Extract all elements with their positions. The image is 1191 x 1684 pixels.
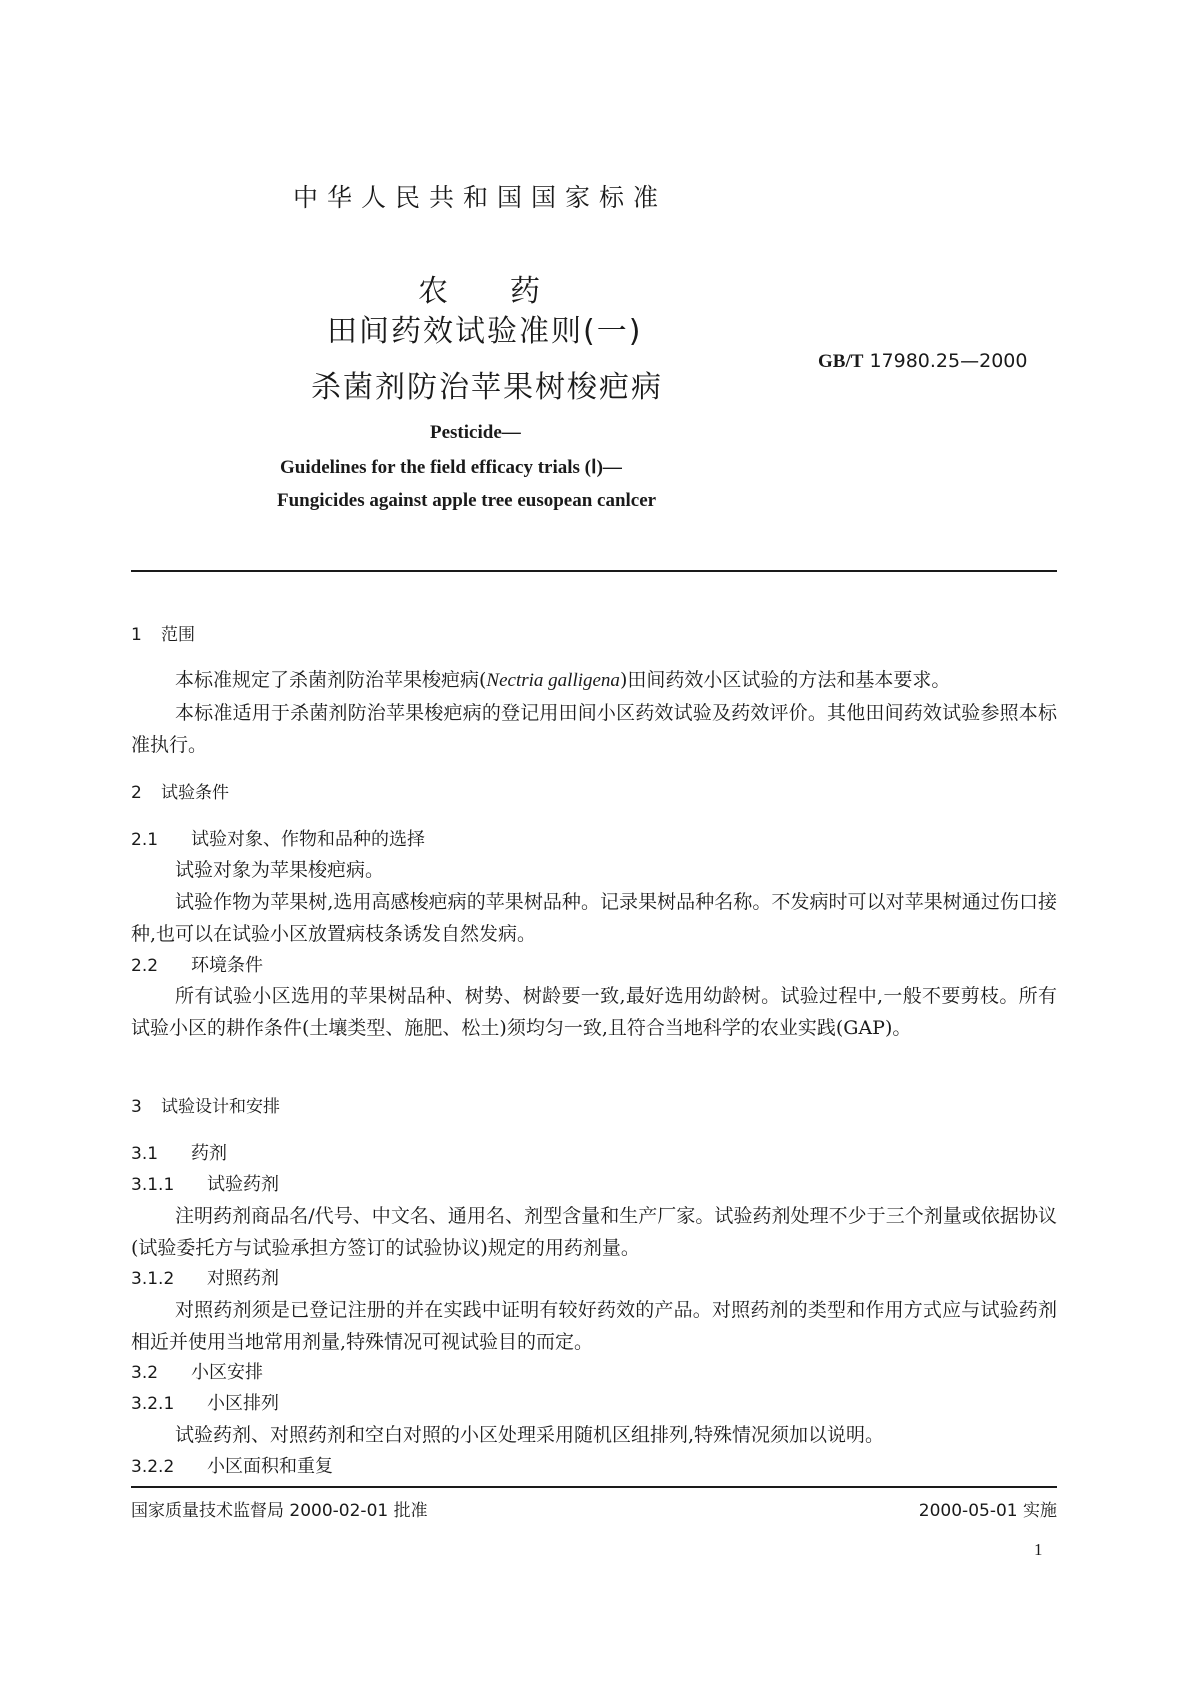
subsection-3-2-heading bbox=[131, 1358, 263, 1384]
subsection-3-2-2-heading bbox=[131, 1452, 333, 1478]
subsection-3-1-1-heading bbox=[131, 1170, 279, 1196]
subsection-2-2-heading bbox=[131, 951, 263, 977]
footer-divider bbox=[131, 1486, 1057, 1488]
subsection-title: 小区排列 bbox=[207, 1393, 279, 1414]
section-1-paragraph-1 bbox=[131, 664, 1057, 697]
subsection-title: 对照药剂 bbox=[207, 1268, 279, 1289]
subsection-number: 3.1.2 bbox=[131, 1269, 175, 1289]
title-char-2: 药 bbox=[510, 274, 540, 309]
title-line-1 bbox=[418, 266, 540, 310]
title-char-1: 农 bbox=[418, 274, 448, 309]
subsection-3-2-1-paragraph: 试验药剂、对照药剂和空白对照的小区处理采用随机区组排列,特殊情况须加以说明。 bbox=[175, 1424, 885, 1446]
latin-species-name: Nectria galligena bbox=[486, 670, 620, 691]
section-number: 2 bbox=[131, 783, 142, 803]
english-title-line-1: Pesticide— bbox=[430, 422, 521, 443]
paragraph-text: )田间药效小区试验的方法和基本要求。 bbox=[619, 669, 951, 691]
subsection-number: 3.1.1 bbox=[131, 1175, 175, 1195]
subsection-2-1-paragraph-1: 试验对象为苹果梭疤病。 bbox=[175, 859, 385, 881]
subsection-number: 3.2.1 bbox=[131, 1394, 175, 1414]
subsection-2-1-heading bbox=[131, 825, 425, 851]
section-title: 试验条件 bbox=[161, 783, 229, 803]
title-line-2: 田间药效试验准则(一) bbox=[327, 314, 643, 349]
subsection-number: 3.2 bbox=[131, 1363, 159, 1383]
subsection-3-2-1-heading bbox=[131, 1389, 279, 1415]
standard-type-heading: 中华人民共和国国家标准 bbox=[293, 183, 668, 212]
subsection-3-1-heading bbox=[131, 1139, 227, 1165]
page-number: 1 bbox=[1034, 1540, 1043, 1559]
implementation-date: 2000-05-01 实施 bbox=[918, 1501, 1057, 1521]
standard-code-prefix: GB/T bbox=[818, 351, 864, 372]
subsection-title: 试验药剂 bbox=[207, 1174, 279, 1195]
subsection-title: 环境条件 bbox=[191, 955, 263, 976]
subsection-3-1-2-paragraph: 对照药剂须是已登记注册的并在实践中证明有较好药效的产品。对照药剂的类型和作用方式应与试验药剂相近并使用当地常用剂量,特殊情况可视试验目的而定。 bbox=[131, 1299, 1057, 1353]
subsection-3-1-1-paragraph: 注明药剂商品名/代号、中文名、通用名、剂型含量和生产厂家。试验药剂处理不少于三个剂量或依据协议(试验委托方与试验承担方签订的试验协议)规定的用药剂量。 bbox=[131, 1205, 1057, 1259]
title-line-3: 杀菌剂防治苹果树梭疤病 bbox=[311, 370, 663, 405]
section-1-heading bbox=[131, 620, 195, 645]
subsection-2-1-paragraph-2: 试验作物为苹果树,选用高感梭疤病的苹果树品种。记录果树品种名称。不发病时可以对苹果树通过伤口接种,也可以在试验小区放置病枝条诱发自然发病。 bbox=[131, 891, 1057, 945]
section-number: 1 bbox=[131, 625, 142, 645]
section-2-heading bbox=[131, 778, 229, 803]
subsection-2-2-paragraph-1: 所有试验小区选用的苹果树品种、树势、树龄要一致,最好选用幼龄树。试验过程中,一般不要剪枝。所有试验小区的耕作条件(土壤类型、施肥、松土)须均匀一致,且符合当地科学的农业实践(GAP)。 bbox=[131, 985, 1057, 1039]
subsection-title: 试验对象、作物和品种的选择 bbox=[191, 829, 425, 850]
section-3-heading bbox=[131, 1092, 280, 1117]
subsection-number: 3.2.2 bbox=[131, 1457, 175, 1477]
subsection-title: 药剂 bbox=[191, 1143, 227, 1164]
standard-code bbox=[818, 350, 1027, 373]
english-title-line-3: Fungicides against apple tree eusopean canlcer bbox=[277, 490, 657, 511]
standard-code-number: 17980.25—2000 bbox=[869, 350, 1028, 372]
subsection-title: 小区安排 bbox=[191, 1362, 263, 1383]
section-title: 试验设计和安排 bbox=[161, 1097, 280, 1117]
subsection-number: 3.1 bbox=[131, 1144, 159, 1164]
paragraph-text: 本标准规定了杀菌剂防治苹果梭疤病( bbox=[175, 669, 487, 691]
section-title: 范围 bbox=[161, 625, 195, 645]
approval-note: 国家质量技术监督局 2000-02-01 批准 bbox=[131, 1501, 428, 1521]
subsection-number: 2.1 bbox=[131, 830, 159, 850]
section-number: 3 bbox=[131, 1097, 142, 1117]
subsection-number: 2.2 bbox=[131, 956, 159, 976]
english-title-line-2: Guidelines for the field efficacy trials (Ⅰ)— bbox=[280, 457, 622, 478]
header-divider bbox=[131, 570, 1057, 572]
subsection-title: 小区面积和重复 bbox=[207, 1456, 333, 1477]
subsection-3-1-2-heading bbox=[131, 1264, 279, 1290]
section-1-paragraph-2: 本标准适用于杀菌剂防治苹果梭疤病的登记用田间小区药效试验及药效评价。其他田间药效试验参照本标准执行。 bbox=[131, 702, 1057, 756]
